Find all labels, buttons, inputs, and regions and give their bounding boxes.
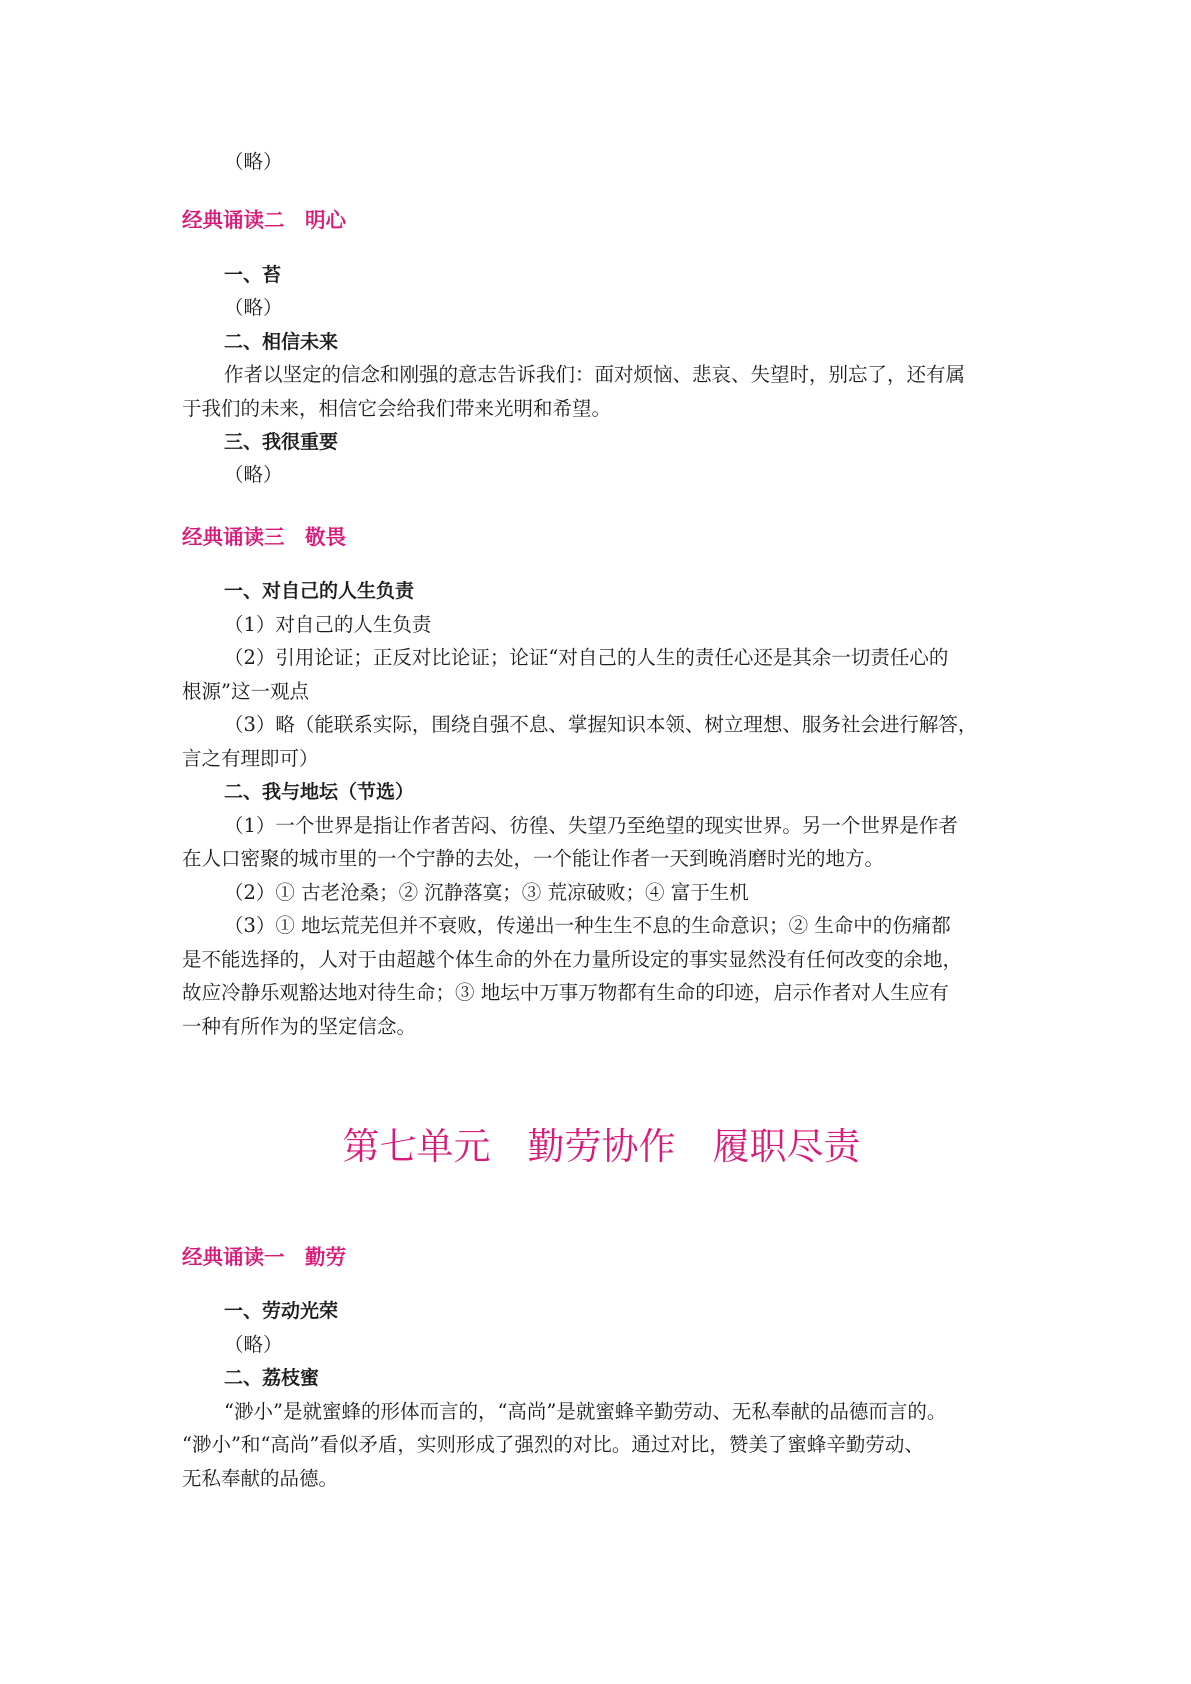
paragraph-line: 于我们的未来，相信它会给我们带来光明和希望。 bbox=[182, 397, 612, 420]
answer-item: 言之有理即可） bbox=[182, 747, 319, 770]
omitted-note: （略） bbox=[224, 1333, 283, 1356]
answer-item: （1）一个世界是指让作者苦闷、彷徨、失望乃至绝望的现实世界。另一个世界是作者 bbox=[224, 814, 958, 837]
section-title: 经典诵读一 勤劳 bbox=[182, 1245, 346, 1269]
subheading: 二、荔枝蜜 bbox=[224, 1367, 320, 1389]
paragraph-line: “渺小”是就蜜蜂的形体而言的，“高尚”是就蜜蜂辛勤劳动、无私奉献的品德而言的。 bbox=[224, 1400, 947, 1423]
subheading: 一、劳动光荣 bbox=[224, 1300, 339, 1322]
answer-item: 是不能选择的，人对于由超越个体生命的外在力量所设定的事实显然没有任何改变的余地， bbox=[182, 948, 963, 971]
subheading: 二、我与地坛（节选） bbox=[224, 781, 415, 803]
section-title: 经典诵读二 明心 bbox=[182, 208, 346, 232]
omitted-note: （略） bbox=[224, 150, 283, 173]
paragraph-line: 作者以坚定的信念和刚强的意志告诉我们：面对烦恼、悲哀、失望时，别忘了，还有属 bbox=[224, 363, 966, 386]
answer-item: 在人口密聚的城市里的一个宁静的去处，一个能让作者一天到晚消磨时光的地方。 bbox=[182, 847, 885, 870]
subheading: 二、相信未来 bbox=[224, 331, 339, 353]
paragraph-line: 无私奉献的品德。 bbox=[182, 1467, 339, 1490]
omitted-note: （略） bbox=[224, 463, 283, 486]
answer-item: （2）引用论证；正反对比论证；论证“对自己的人生的责任心还是其余一切责任心的 bbox=[224, 646, 949, 669]
subheading: 一、苔 bbox=[224, 264, 282, 286]
answer-item: 根源”这一观点 bbox=[182, 680, 309, 703]
answer-item: 故应冷静乐观豁达地对待生命；③ 地坛中万事万物都有生命的印迹，启示作者对人生应有 bbox=[182, 981, 949, 1004]
paragraph-line: “渺小”和“高尚”看似矛盾，实则形成了强烈的对比。通过对比，赞美了蜜蜂辛勤劳动、 bbox=[182, 1433, 924, 1456]
section-title: 经典诵读三 敬畏 bbox=[182, 525, 346, 549]
answer-item: （3）① 地坛荒芜但并不衰败，传递出一种生生不息的生命意识；② 生命中的伤痛都 bbox=[224, 914, 951, 937]
answer-item: （3）略（能联系实际，围绕自强不息、掌握知识本领、树立理想、服务社会进行解答， bbox=[224, 713, 978, 736]
answer-item: （2）① 古老沧桑；② 沉静落寞；③ 荒凉破败；④ 富于生机 bbox=[224, 881, 749, 904]
answer-item: （1）对自己的人生负责 bbox=[224, 613, 432, 636]
subheading: 三、我很重要 bbox=[224, 431, 339, 453]
unit-title: 第七单元 勤劳协作 履职尽责 bbox=[342, 1125, 861, 1168]
answer-item: 一种有所作为的坚定信念。 bbox=[182, 1015, 417, 1038]
omitted-note: （略） bbox=[224, 296, 283, 319]
subheading: 一、对自己的人生负责 bbox=[224, 580, 415, 602]
